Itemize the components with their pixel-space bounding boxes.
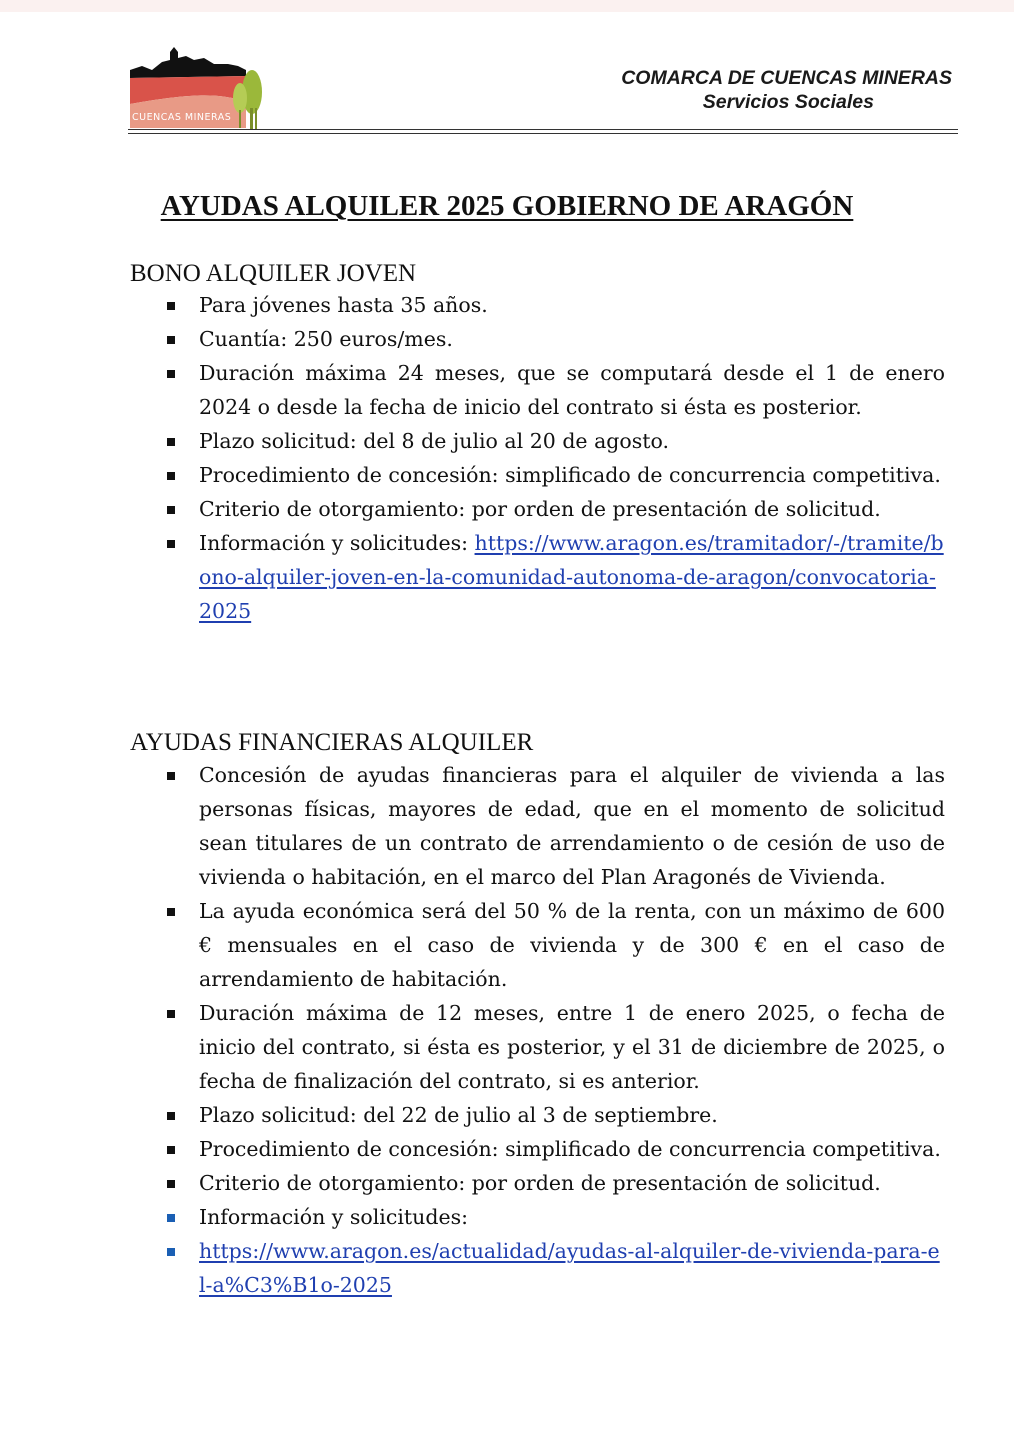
header-rule-top <box>128 129 958 130</box>
cuencas-mineras-logo <box>128 42 268 132</box>
list-item-info-label: Información y solicitudes: <box>130 1200 945 1234</box>
square-bullet-icon <box>167 336 175 344</box>
organization-header <box>621 66 952 114</box>
square-bullet-icon <box>167 772 175 780</box>
square-bullet-icon <box>167 438 175 446</box>
square-bullet-icon <box>167 472 175 480</box>
info-link-bono-alquiler-joven[interactable]: https://www.aragon.es/tramitador/-/tramite/bono-alquiler-joven-en-la-comunidad-autonoma-de-aragon/convocatoria-2025 <box>199 531 944 623</box>
square-bullet-icon <box>167 1146 175 1154</box>
list-item: Duración máxima 24 meses, que se computará desde el 1 de enero 2024 o desde la fecha de inicio del contrato si ésta es posterior. <box>130 356 945 424</box>
list-item: Cuantía: 250 euros/mes. <box>130 322 945 356</box>
header-rule-bottom <box>128 133 958 134</box>
page-title: AYUDAS ALQUILER 2025 GOBIERNO DE ARAGÓN <box>160 190 854 222</box>
list-item-info-link <box>130 1234 945 1302</box>
square-bullet-icon <box>167 908 175 916</box>
section-heading-bono-alquiler-joven: BONO ALQUILER JOVEN <box>130 260 417 287</box>
square-bullet-icon <box>167 1248 175 1256</box>
square-bullet-icon <box>167 540 175 548</box>
square-bullet-icon <box>167 1112 175 1120</box>
square-bullet-icon <box>167 1214 175 1222</box>
square-bullet-icon <box>167 370 175 378</box>
list-item: Criterio de otorgamiento: por orden de presentación de solicitud. <box>130 1166 945 1200</box>
square-bullet-icon <box>167 302 175 310</box>
square-bullet-icon <box>167 1010 175 1018</box>
top-bar <box>0 0 1014 12</box>
list-item: Para jóvenes hasta 35 años. <box>130 288 945 322</box>
list-item: La ayuda económica será del 50 % de la renta, con un máximo de 600 € mensuales en el caso de vivienda y de 300 € en el caso de arrendamiento de habitación. <box>130 894 945 996</box>
list-item: Criterio de otorgamiento: por orden de presentación de solicitud. <box>130 492 945 526</box>
section1-list <box>130 288 945 628</box>
square-bullet-icon <box>167 506 175 514</box>
list-item: Procedimiento de concesión: simplificado de concurrencia competitiva. <box>130 1132 945 1166</box>
list-item: Plazo solicitud: del 22 de julio al 3 de septiembre. <box>130 1098 945 1132</box>
section-heading-ayudas-financieras: AYUDAS FINANCIERAS ALQUILER <box>130 729 534 756</box>
list-item-info: Información y solicitudes: https://www.aragon.es/tramitador/-/tramite/bono-alquiler-joven-en-la-comunidad-autonoma-de-aragon/convocatoria-2025 <box>130 526 945 628</box>
section2-list <box>130 758 945 1302</box>
list-item: Concesión de ayudas financieras para el alquiler de vivienda a las personas físicas, mayores de edad, que en el momento de solicitud sean titulares de un contrato de arrendamiento o de cesión de uso de vivienda o habitación, en el marco del Plan Aragonés de Vivienda. <box>130 758 945 894</box>
info-link-ayudas-financieras[interactable]: https://www.aragon.es/actualidad/ayudas-al-alquiler-de-vivienda-para-el-a%C3%B1o-2025 <box>199 1239 940 1297</box>
org-name: COMARCA DE CUENCAS MINERAS <box>621 67 952 89</box>
square-bullet-icon <box>167 1180 175 1188</box>
logo-text: CUENCAS MINERAS <box>132 112 232 123</box>
list-item: Procedimiento de concesión: simplificado de concurrencia competitiva. <box>130 458 945 492</box>
org-department: Servicios Sociales <box>702 91 874 113</box>
list-item: Plazo solicitud: del 8 de julio al 20 de agosto. <box>130 424 945 458</box>
list-item: Duración máxima de 12 meses, entre 1 de enero 2025, o fecha de inicio del contrato, si ésta es posterior, y el 31 de diciembre de 2025, o fecha de finalización del contrato, si es anterior. <box>130 996 945 1098</box>
